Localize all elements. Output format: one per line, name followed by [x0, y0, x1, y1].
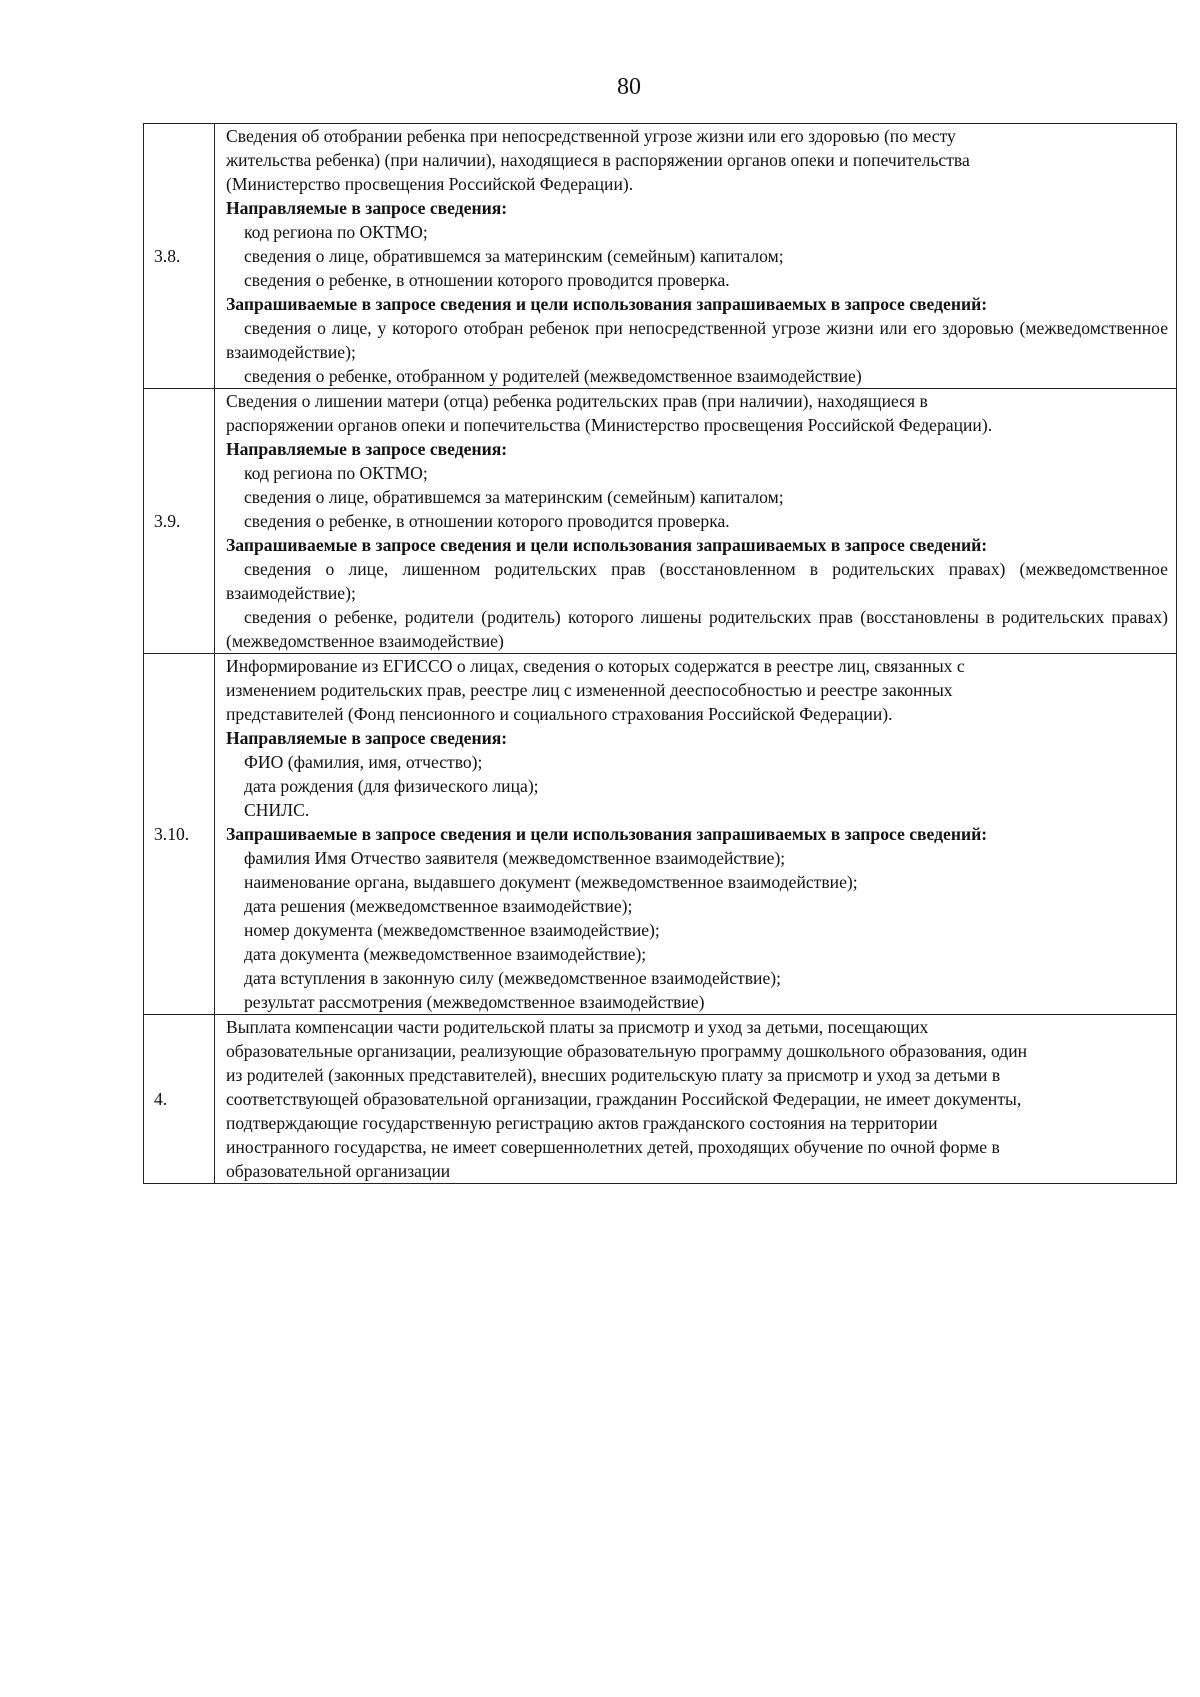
sent-info-item: сведения о ребенке, в отношении которого проводится проверка. [244, 270, 730, 290]
intro-line: представителей (Фонд пенсионного и социального страхования Российской Федерации). [226, 704, 893, 724]
row-number: 4. [144, 1015, 215, 1184]
requested-info-item: номер документа (межведомственное взаимодействие); [244, 920, 660, 940]
row-content [215, 124, 1177, 389]
requested-info-heading: Запрашиваемые в запросе сведения и цели использования запрашиваемых в запросе сведений: [226, 535, 988, 555]
intro-line: образовательной организации [226, 1161, 451, 1181]
sent-info-item: сведения о ребенке, в отношении которого проводится проверка. [244, 511, 730, 531]
intro-line: из родителей (законных представителей), внесших родительскую плату за присмотр и уход за детьми в [226, 1065, 1001, 1085]
intro-line: соответствующей образовательной организации, гражданин Российской Федерации, не имеет документы, [226, 1089, 1022, 1109]
intro-line: распоряжении органов опеки и попечительства (Министерство просвещения Российской Федерации). [226, 415, 993, 435]
row-content [215, 1015, 1177, 1184]
intro-line: Информирование из ЕГИССО о лицах, сведения о которых содержатся в реестре лиц, связанных с [226, 656, 965, 676]
document-table [143, 123, 1177, 1184]
sent-info-item: сведения о лице, обратившемся за материнским (семейным) капиталом; [244, 487, 784, 507]
requested-info-heading: Запрашиваемые в запросе сведения и цели использования запрашиваемых в запросе сведений: [226, 294, 988, 314]
sent-info-item: СНИЛС. [244, 800, 310, 820]
sent-info-heading: Направляемые в запросе сведения: [226, 728, 508, 748]
page-number: 80 [617, 74, 641, 100]
sent-info-item: код региона по ОКТМО; [244, 463, 428, 483]
requested-info-item: наименование органа, выдавшего документ (межведомственное взаимодействие); [244, 872, 858, 892]
sent-info-item: ФИО (фамилия, имя, отчество); [244, 752, 483, 772]
sent-info-item: дата рождения (для физического лица); [244, 776, 539, 796]
requested-info-item: дата вступления в законную силу (межведомственное взаимодействие); [244, 968, 781, 988]
table-row [144, 124, 1177, 389]
requested-info-item: сведения о ребенке, родители (родитель) которого лишены родительских прав (восстановлены в родительских правах) (межведомственное взаимодействие) [226, 607, 1168, 651]
sent-info-heading: Направляемые в запросе сведения: [226, 198, 508, 218]
row-number: 3.8. [144, 124, 215, 389]
intro-line: образовательные организации, реализующие образовательную программу дошкольного образования, один [226, 1041, 1028, 1061]
requested-info-item: сведения о лице, лишенном родительских прав (восстановленном в родительских правах) (межведомственное взаимодействие); [226, 559, 1168, 603]
sent-info-heading: Направляемые в запросе сведения: [226, 439, 508, 459]
row-content [215, 389, 1177, 654]
row-content [215, 654, 1177, 1015]
requested-info-item: сведения о ребенке, отобранном у родителей (межведомственное взаимодействие) [244, 366, 862, 386]
requested-info-item: дата решения (межведомственное взаимодействие); [244, 896, 633, 916]
requested-info-heading: Запрашиваемые в запросе сведения и цели использования запрашиваемых в запросе сведений: [226, 824, 988, 844]
intro-line: Сведения об отобрании ребенка при непосредственной угрозе жизни или его здоровью (по месту [226, 126, 956, 146]
row-number: 3.9. [144, 389, 215, 654]
row-number: 3.10. [144, 654, 215, 1015]
intro-line: изменением родительских прав, реестре лиц с измененной дееспособностью и реестре законных [226, 680, 953, 700]
table-row [144, 1015, 1177, 1184]
sent-info-item: код региона по ОКТМО; [244, 222, 428, 242]
intro-line: Сведения о лишении матери (отца) ребенка родительских прав (при наличии), находящиеся в [226, 391, 928, 411]
intro-line: (Министерство просвещения Российской Федерации). [226, 174, 634, 194]
intro-line: подтверждающие государственную регистрацию актов гражданского состояния на территории [226, 1113, 938, 1133]
table-row [144, 389, 1177, 654]
requested-info-item: дата документа (межведомственное взаимодействие); [244, 944, 647, 964]
sent-info-item: сведения о лице, обратившемся за материнским (семейным) капиталом; [244, 246, 784, 266]
table-row [144, 654, 1177, 1015]
intro-line: жительства ребенка) (при наличии), находящиеся в распоряжении органов опеки и попечительства [226, 150, 970, 170]
requested-info-item: результат рассмотрения (межведомственное взаимодействие) [244, 992, 705, 1012]
requested-info-item: фамилия Имя Отчество заявителя (межведомственное взаимодействие); [244, 848, 786, 868]
requested-info-item: сведения о лице, у которого отобран ребенок при непосредственной угрозе жизни или его здоровью (межведомственное взаимодействие); [226, 318, 1168, 362]
intro-line: иностранного государства, не имеет совершеннолетних детей, проходящих обучение по очной форме в [226, 1137, 1000, 1157]
intro-line: Выплата компенсации части родительской платы за присмотр и уход за детьми, посещающих [226, 1017, 929, 1037]
